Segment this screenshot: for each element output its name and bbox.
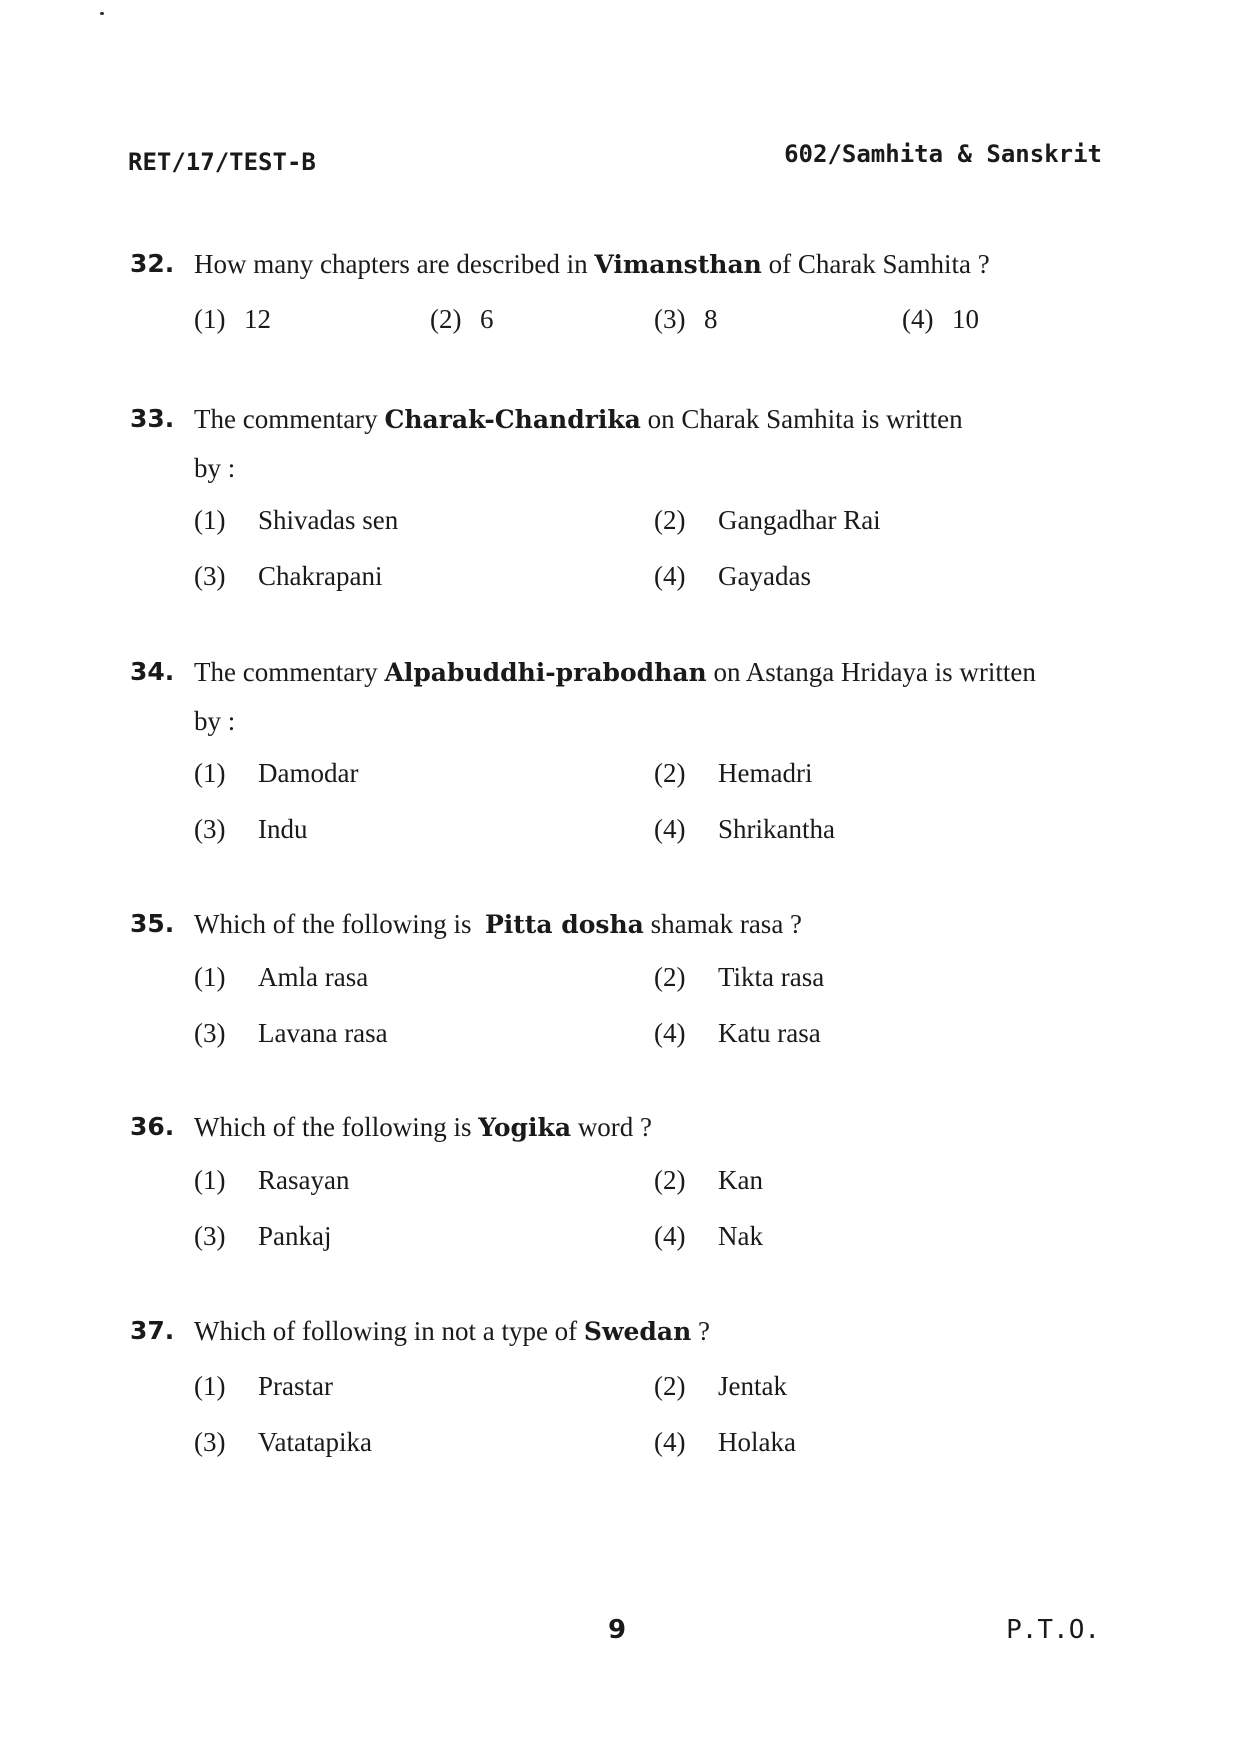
option-text: Nak xyxy=(718,1221,763,1251)
question-stem xyxy=(130,240,1102,289)
options-row xyxy=(194,1158,1102,1214)
option-text: Tikta rasa xyxy=(718,962,825,992)
test-code: RET/17/TEST-B xyxy=(128,148,316,176)
option-1[interactable] xyxy=(194,498,398,542)
option-number: (4) xyxy=(902,304,934,334)
options xyxy=(194,1158,1102,1270)
stem-text: of Charak Samhita ? xyxy=(761,249,990,279)
option-text: Gayadas xyxy=(718,561,811,591)
stem-text: on Astanga Hridaya is written xyxy=(706,657,1036,687)
option-text: Prastar xyxy=(258,1371,333,1401)
option-1[interactable] xyxy=(194,1158,349,1202)
option-number: (4) xyxy=(654,1018,686,1048)
stem-keyword: Pitta dosha xyxy=(484,910,644,939)
question-stem xyxy=(130,1307,1102,1356)
option-4[interactable] xyxy=(902,297,979,341)
question-stem-line2 xyxy=(130,444,1102,492)
option-2[interactable] xyxy=(654,751,812,795)
option-text: Shrikantha xyxy=(718,814,835,844)
option-text: 6 xyxy=(480,304,494,334)
options xyxy=(194,297,1102,353)
question-37 xyxy=(130,1307,1102,1476)
options xyxy=(194,498,1102,610)
stem-keyword: Yogika xyxy=(478,1113,572,1142)
option-3[interactable] xyxy=(194,1420,372,1464)
question-number: 33. xyxy=(130,404,175,433)
options xyxy=(194,955,1102,1067)
option-2[interactable] xyxy=(654,955,824,999)
option-number: (4) xyxy=(654,814,686,844)
option-number: (1) xyxy=(194,1165,226,1195)
stem-text: Which of the following is xyxy=(194,1112,479,1142)
option-number: (3) xyxy=(194,1427,226,1457)
option-2[interactable] xyxy=(654,1158,763,1202)
question-number: 36. xyxy=(130,1112,175,1141)
stem-text: The commentary xyxy=(194,404,385,434)
option-text: Vatatapika xyxy=(258,1427,372,1457)
options-row xyxy=(194,498,1102,554)
option-4[interactable] xyxy=(654,554,811,598)
option-2[interactable] xyxy=(654,498,881,542)
stem-text: by : xyxy=(194,706,236,736)
option-4[interactable] xyxy=(654,1011,821,1055)
options-row xyxy=(194,955,1102,1011)
option-2[interactable] xyxy=(654,1364,787,1408)
question-number: 35. xyxy=(130,909,175,938)
stem-keyword: Vimansthan xyxy=(594,250,762,279)
option-number: (2) xyxy=(654,505,686,535)
option-text: 12 xyxy=(244,304,271,334)
option-number: (2) xyxy=(654,1371,686,1401)
page-header xyxy=(128,140,1102,180)
stem-keyword: Charak-Chandrika xyxy=(384,405,641,434)
option-text: Indu xyxy=(258,814,308,844)
page-footer xyxy=(0,1615,1240,1659)
pto-label: P.T.O. xyxy=(1006,1615,1100,1645)
option-number: (1) xyxy=(194,962,226,992)
option-number: (1) xyxy=(194,1371,226,1401)
question-35 xyxy=(130,900,1102,1067)
option-number: (4) xyxy=(654,1221,686,1251)
option-text: Katu rasa xyxy=(718,1018,821,1048)
option-number: (3) xyxy=(194,561,226,591)
option-text: Pankaj xyxy=(258,1221,332,1251)
options-row xyxy=(194,1420,1102,1476)
option-number: (1) xyxy=(194,304,226,334)
option-text: 8 xyxy=(704,304,718,334)
option-text: Kan xyxy=(718,1165,763,1195)
options xyxy=(194,751,1102,863)
options-row xyxy=(194,1011,1102,1067)
option-text: Hemadri xyxy=(718,758,813,788)
option-text: Chakrapani xyxy=(258,561,383,591)
option-3[interactable] xyxy=(194,1011,388,1055)
question-number: 34. xyxy=(130,657,175,686)
stem-text: on Charak Samhita is written xyxy=(640,404,963,434)
option-2[interactable] xyxy=(430,297,494,341)
option-1[interactable] xyxy=(194,751,358,795)
question-36 xyxy=(130,1103,1102,1270)
option-text: Amla rasa xyxy=(258,962,369,992)
question-33 xyxy=(130,395,1102,610)
question-stem xyxy=(130,395,1102,444)
question-number: 32. xyxy=(130,249,175,278)
option-1[interactable] xyxy=(194,1364,333,1408)
option-number: (2) xyxy=(654,1165,686,1195)
question-34 xyxy=(130,648,1102,863)
options-row xyxy=(194,807,1102,863)
option-1[interactable] xyxy=(194,297,271,341)
option-number: (3) xyxy=(194,1018,226,1048)
paper-title: 602/Samhita & Sanskrit xyxy=(784,140,1102,168)
option-4[interactable] xyxy=(654,807,835,851)
scan-speck xyxy=(100,12,104,15)
options xyxy=(194,1364,1102,1476)
option-number: (2) xyxy=(654,962,686,992)
option-text: Lavana rasa xyxy=(258,1018,388,1048)
stem-text: word ? xyxy=(571,1112,653,1142)
question-stem xyxy=(130,900,1102,949)
option-number: (3) xyxy=(654,304,686,334)
options-row xyxy=(194,1214,1102,1270)
option-number: (2) xyxy=(654,758,686,788)
option-text: Gangadhar Rai xyxy=(718,505,881,535)
option-text: Damodar xyxy=(258,758,359,788)
option-number: (3) xyxy=(194,814,226,844)
options-row xyxy=(194,751,1102,807)
option-4[interactable] xyxy=(654,1214,763,1258)
options-row xyxy=(194,554,1102,610)
option-text: Shivadas sen xyxy=(258,505,399,535)
options-row xyxy=(194,297,1102,353)
option-number: (1) xyxy=(194,505,226,535)
question-number: 37. xyxy=(130,1316,175,1345)
option-text: Rasayan xyxy=(258,1165,350,1195)
stem-keyword: Swedan xyxy=(583,1317,692,1346)
question-32 xyxy=(130,240,1102,353)
stem-text: Which of following in not a type of xyxy=(194,1316,584,1346)
stem-text: ? xyxy=(691,1316,710,1346)
question-stem xyxy=(130,648,1102,697)
option-number: (2) xyxy=(430,304,462,334)
option-text: Jentak xyxy=(718,1371,787,1401)
options-row xyxy=(194,1364,1102,1420)
question-stem-line2 xyxy=(130,697,1102,745)
option-1[interactable] xyxy=(194,955,368,999)
stem-text: The commentary xyxy=(194,657,385,687)
option-number: (4) xyxy=(654,561,686,591)
stem-text: shamak rasa ? xyxy=(643,909,803,939)
stem-keyword: Alpabuddhi-prabodhan xyxy=(384,658,707,687)
option-3[interactable] xyxy=(194,807,308,851)
option-text: 10 xyxy=(952,304,979,334)
option-number: (4) xyxy=(654,1427,686,1457)
stem-text: Which of the following is xyxy=(194,909,485,939)
question-stem xyxy=(130,1103,1102,1152)
option-number: (3) xyxy=(194,1221,226,1251)
option-4[interactable] xyxy=(654,1420,796,1464)
stem-text: by : xyxy=(194,453,236,483)
option-text: Holaka xyxy=(718,1427,796,1457)
option-3[interactable] xyxy=(654,297,718,341)
option-3[interactable] xyxy=(194,554,382,598)
page-number: 9 xyxy=(608,1615,627,1645)
option-number: (1) xyxy=(194,758,226,788)
stem-text: How many chapters are described in xyxy=(194,249,595,279)
option-3[interactable] xyxy=(194,1214,332,1258)
